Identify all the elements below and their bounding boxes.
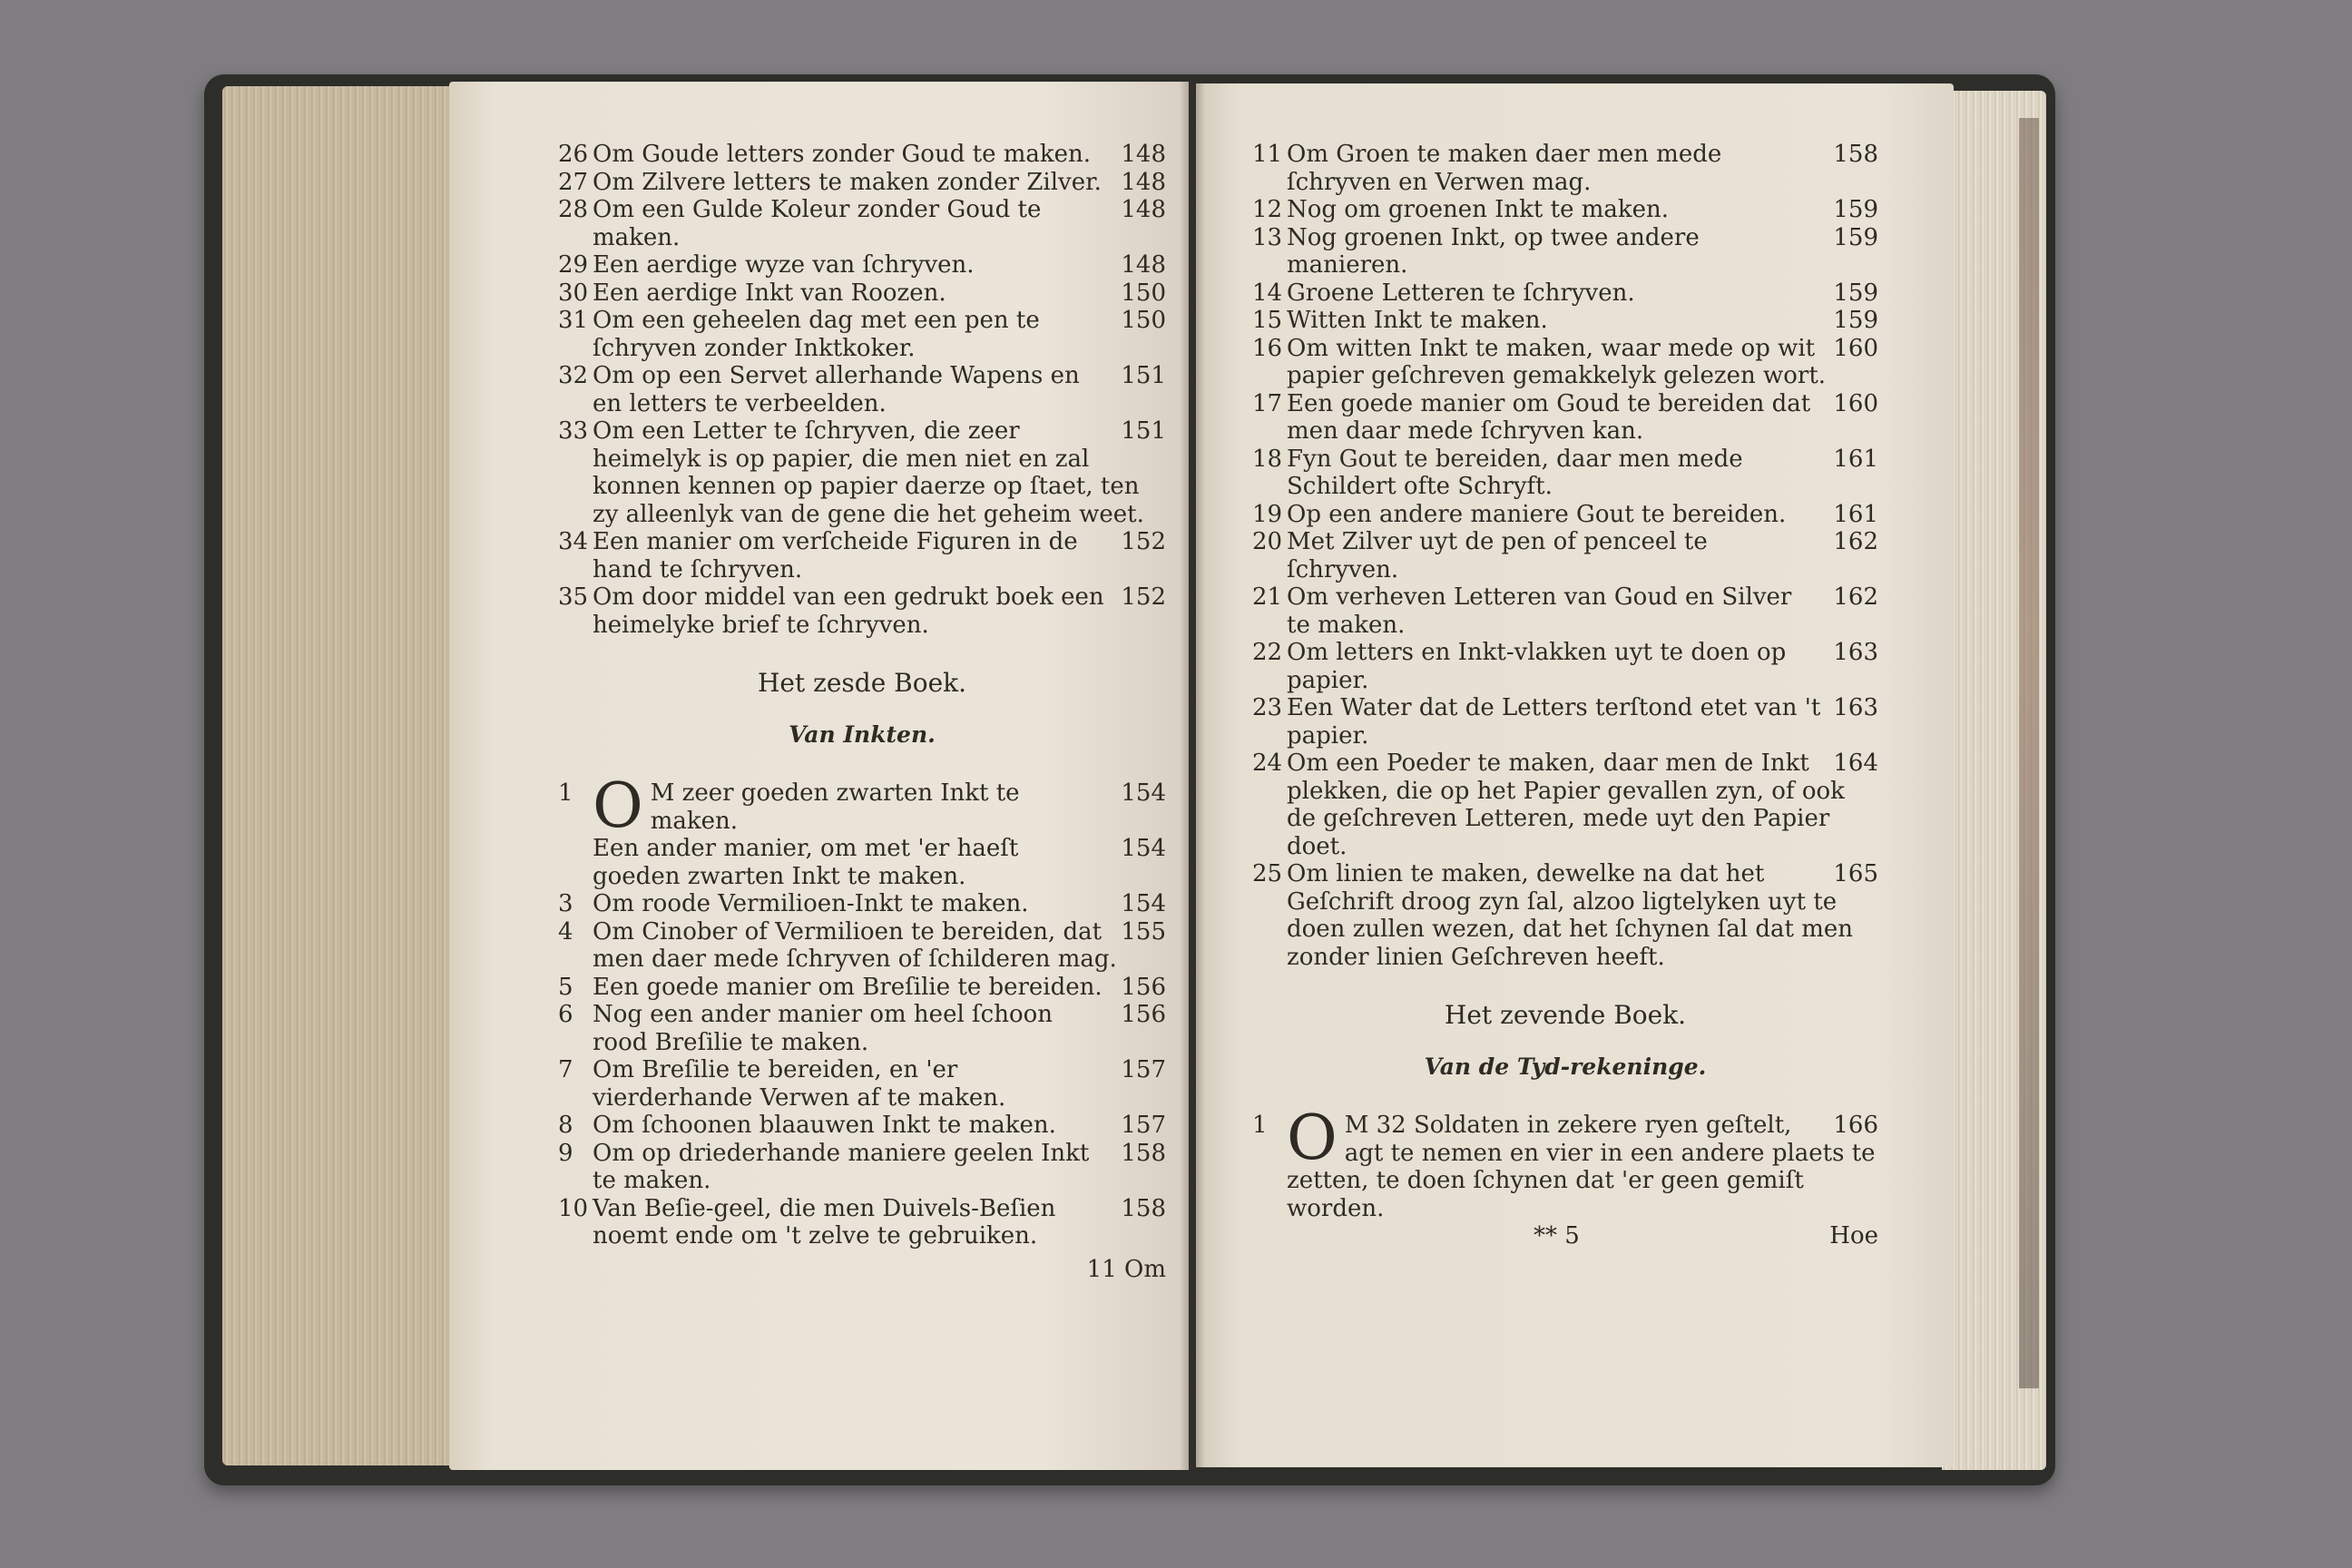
toc-entry <box>558 251 1166 279</box>
entry-text: Om op een Servet allerhande Wapens en en letters te verbeelden. <box>593 362 1080 417</box>
entry-page: 159 <box>1833 223 1878 251</box>
entry-number: 31 <box>558 307 589 334</box>
entry-number: 25 <box>1252 860 1283 887</box>
entry-page: 156 <box>1121 1001 1166 1028</box>
toc-entry <box>558 1140 1166 1195</box>
entry-text: Witten Inkt te maken. <box>1287 307 1548 334</box>
entry-page: 163 <box>1833 639 1878 666</box>
book-subheading-right: Van de Tyd-rekeninge. <box>1424 1053 1707 1080</box>
entry-page: 159 <box>1833 307 1878 334</box>
entry-page: 148 <box>1121 168 1166 196</box>
entry-text: Op een andere maniere Gout te bereiden. <box>1287 500 1787 528</box>
entry-page: 160 <box>1833 389 1878 417</box>
entry-number: 5 <box>558 973 573 1001</box>
entry-text: Om witten Inkt te maken, waar mede op wit papier geſchreven gemakkelyk gelezen wort. <box>1287 334 1827 389</box>
entry-text: Nog een ander manier om heel ſchoon rood Breſilie te maken. <box>593 1001 1054 1056</box>
toc-entry <box>558 974 1166 1002</box>
entry-text: Een goede manier om Goud te bereiden dat men daar mede ſchryven kan. <box>1287 389 1811 445</box>
entry-page: 162 <box>1833 583 1878 611</box>
entry-page: 150 <box>1121 307 1166 334</box>
left-entries-top <box>558 141 1166 639</box>
page-footer-right <box>1252 1222 1878 1253</box>
toc-entry <box>558 307 1166 362</box>
toc-entry <box>558 417 1166 528</box>
entry-number: 13 <box>1252 223 1283 251</box>
entry-page: 158 <box>1833 141 1878 168</box>
entry-number: 4 <box>558 917 573 946</box>
entry-page: 158 <box>1121 1194 1166 1222</box>
entry-text: Om een geheelen dag met een pen te ſchryven zonder Inktkoker. <box>593 307 1040 362</box>
entry-text: Een aerdige wyze van ſchryven. <box>593 251 975 279</box>
entry-number: 24 <box>1252 750 1283 777</box>
toc-entry <box>558 141 1166 169</box>
left-entries-bottom <box>558 890 1166 1250</box>
toc-entry <box>1252 446 1878 501</box>
entry-page: 164 <box>1833 750 1878 777</box>
entry-text: Met Zilver uyt de pen of penceel te ſchryven. <box>1287 528 1708 583</box>
toc-entry <box>558 1056 1166 1112</box>
entry-page: 155 <box>1121 917 1166 946</box>
toc-entry <box>1252 196 1878 224</box>
entry-text: Om ſchoonen blaauwen Inkt te maken. <box>593 1112 1056 1139</box>
toc-entry <box>558 1001 1166 1056</box>
toc-entry <box>558 528 1166 583</box>
entry-page: 158 <box>1121 1139 1166 1167</box>
entry-number: 11 <box>1252 141 1283 168</box>
book-heading-right: Het zevende Boek. <box>1444 1000 1687 1030</box>
entry-page: 160 <box>1833 334 1878 362</box>
entry-page: 151 <box>1121 417 1166 445</box>
entry-number: 12 <box>1252 196 1283 223</box>
entry-text: Een aerdige Inkt van Roozen. <box>593 279 946 307</box>
drop-cap: O <box>593 770 643 842</box>
toc-entry <box>558 1112 1166 1140</box>
entry-text: Om een Gulde Koleur zonder Goud te maken. <box>593 196 1042 251</box>
entry-number: 32 <box>558 362 589 389</box>
entry-text: Om Goude letters zonder Goud te maken. <box>593 141 1092 168</box>
entry-page: 161 <box>1833 500 1878 528</box>
entry-text: Om verheven Letteren van Goud en Silver te maken. <box>1287 583 1792 639</box>
entry-text: Om door middel van een gedrukt boek een heimelyke brief te ſchryven. <box>593 583 1104 639</box>
entry-page: 151 <box>1121 362 1166 389</box>
entry-text: Om Zilvere letters te maken zonder Zilver. <box>593 168 1102 196</box>
toc-entry <box>558 279 1166 308</box>
entry-page: 166 <box>1833 1112 1878 1139</box>
entry-text: Een goede manier om Breſilie te bereiden. <box>593 973 1102 1001</box>
toc-entry <box>558 583 1166 639</box>
toc-entry <box>1252 860 1878 971</box>
catchword-right: Hoe <box>1829 1222 1878 1250</box>
entry-text: Een ander manier, om met 'er haeſt goeden zwarten Inkt te maken. <box>593 835 1019 890</box>
entry-text: M 32 Soldaten in zekere ryen geſtelt, agt te nemen en vier in een andere plaets te zetten, te doen ſchynen dat 'er geen gemiſt worden. <box>1287 1112 1876 1222</box>
entry-text: Een Water dat de Letters terſtond etet van 't papier. <box>1287 694 1821 750</box>
toc-entry <box>1252 224 1878 279</box>
entry-number: 19 <box>1252 500 1283 528</box>
entry-number: 30 <box>558 279 589 307</box>
entry-page: 152 <box>1121 528 1166 555</box>
entry-page: 157 <box>1121 1112 1166 1139</box>
entry-text: Om Cinober of Vermilioen te bereiden, dat men daer mede ſchryven of ſchilderen mag. <box>593 917 1117 973</box>
toc-entry <box>1252 583 1878 639</box>
entry-text: Om een Poeder te maken, daar men de Inkt plekken, die op het Papier gevallen zyn, of ook de geſchreven Letteren, mede uyt den Papier doet. <box>1287 750 1845 860</box>
toc-entry <box>558 362 1166 417</box>
entry-number: 7 <box>558 1056 573 1083</box>
entry-page: 154 <box>1121 835 1166 862</box>
book-subheading-left: Van Inkten. <box>789 720 936 748</box>
entry-number: 18 <box>1252 445 1283 473</box>
toc-entry <box>1252 750 1878 860</box>
entry-page: 148 <box>1121 251 1166 279</box>
entry-page: 150 <box>1121 279 1166 307</box>
entry-page: 159 <box>1833 196 1878 223</box>
toc-entry <box>558 890 1166 918</box>
drop-cap: O <box>1287 1102 1338 1174</box>
entry-number: 3 <box>558 890 573 917</box>
entry-page: 156 <box>1121 973 1166 1001</box>
entry-page: 162 <box>1833 528 1878 555</box>
entry-page: 154 <box>1121 779 1166 807</box>
entry-text: Om een Letter te ſchryven, die zeer heimelyk is op papier, die men niet en zal konnen kennen op papier daerze op ſtaet, ten zy alleenlyk van de gene die het geheim weet. <box>593 417 1144 528</box>
catchword-left: 11 Om <box>1086 1255 1166 1283</box>
entry-text: Groene Letteren te ſchryven. <box>1287 279 1635 307</box>
entry-number: 16 <box>1252 334 1283 362</box>
entry-number: 23 <box>1252 694 1283 721</box>
entry-text: Van Beſie-geel, die men Duivels-Beſien noemt ende om 't zelve te gebruiken. <box>593 1194 1056 1250</box>
entry-number: 29 <box>558 251 589 279</box>
toc-entry <box>558 169 1166 197</box>
entry-number: 28 <box>558 196 589 223</box>
signature-mark: ** 5 <box>1534 1222 1580 1250</box>
entry-number: 20 <box>1252 528 1283 555</box>
entry-text: Om Breſilie te bereiden, en 'er vierderhande Verwen af te maken. <box>593 1056 1006 1112</box>
right-entries-top <box>1252 141 1878 971</box>
toc-entry <box>558 918 1166 974</box>
toc-entry <box>1252 501 1878 529</box>
entry-number: 17 <box>1252 389 1283 417</box>
entry-text: Nog om groenen Inkt te maken. <box>1287 196 1670 223</box>
book-gutter <box>1180 82 1205 1470</box>
entry-number: 10 <box>558 1194 589 1222</box>
entry-text: Een manier om verſcheide Figuren in de hand te ſchryven. <box>593 528 1078 583</box>
entry-page: 152 <box>1121 583 1166 611</box>
entry-page: 161 <box>1833 445 1878 473</box>
entry-number: 34 <box>558 528 589 555</box>
entry-text: Om linien te maken, dewelke na dat het Geſchrift droog zyn ſal, alzoo ligtelyken uyt te doen zullen wezen, dat het ſchynen ſal dat men zonder linien Geſchreven heeft. <box>1287 860 1853 971</box>
toc-entry-initial <box>1252 1102 1878 1222</box>
toc-entry <box>558 196 1166 251</box>
toc-entry <box>1252 279 1878 308</box>
entry-number: 9 <box>558 1139 573 1167</box>
toc-entry <box>1252 694 1878 750</box>
book-heading-left: Het zesde Boek. <box>757 668 967 698</box>
left-page-text <box>558 141 1166 1283</box>
entry-text: M zeer goeden zwarten Inkt te maken. <box>650 779 1020 835</box>
entry-number: 27 <box>558 168 589 196</box>
entry-number: 26 <box>558 141 589 168</box>
entry-page: 159 <box>1833 279 1878 307</box>
toc-entry <box>558 1195 1166 1250</box>
entry-number: 8 <box>558 1112 573 1139</box>
entry-page: 157 <box>1121 1056 1166 1083</box>
entry-text: Om letters en Inkt-vlakken uyt te doen op papier. <box>1287 639 1787 694</box>
entry-text: Om Groen te maken daer men mede ſchryven en Verwen mag. <box>1287 141 1722 196</box>
entry-text: Om roode Vermilioen-Inkt te maken. <box>593 890 1029 917</box>
entry-number: 35 <box>558 583 589 611</box>
entry-number: 21 <box>1252 583 1283 611</box>
toc-entry <box>1252 390 1878 446</box>
toc-entry <box>1252 141 1878 196</box>
right-page-text <box>1252 141 1878 1253</box>
entry-page: 165 <box>1833 860 1878 887</box>
entry-number: 1 <box>1252 1112 1268 1139</box>
entry-number: 1 <box>558 779 573 807</box>
entry-page: 163 <box>1833 694 1878 721</box>
entry-number: 33 <box>558 417 589 445</box>
entry-number: 22 <box>1252 639 1283 666</box>
marbled-endpaper <box>2019 118 2039 1388</box>
toc-entry <box>1252 307 1878 335</box>
entry-number: 14 <box>1252 279 1283 307</box>
entry-text: Om op driederhande maniere geelen Inkt te maken. <box>593 1139 1090 1194</box>
entry-page: 154 <box>1121 890 1166 917</box>
entry-page: 148 <box>1121 141 1166 168</box>
toc-entry <box>1252 335 1878 390</box>
toc-entry <box>1252 528 1878 583</box>
toc-entry-initial <box>558 770 1166 890</box>
entry-page: 148 <box>1121 196 1166 223</box>
entry-number: 6 <box>558 1001 573 1028</box>
entry-text: Nog groenen Inkt, op twee andere manieren. <box>1287 223 1700 279</box>
entry-number: 15 <box>1252 307 1283 334</box>
left-page-edges <box>222 86 467 1465</box>
toc-entry <box>1252 639 1878 694</box>
entry-text: Fyn Gout te bereiden, daar men mede Schildert ofte Schryft. <box>1287 445 1743 500</box>
